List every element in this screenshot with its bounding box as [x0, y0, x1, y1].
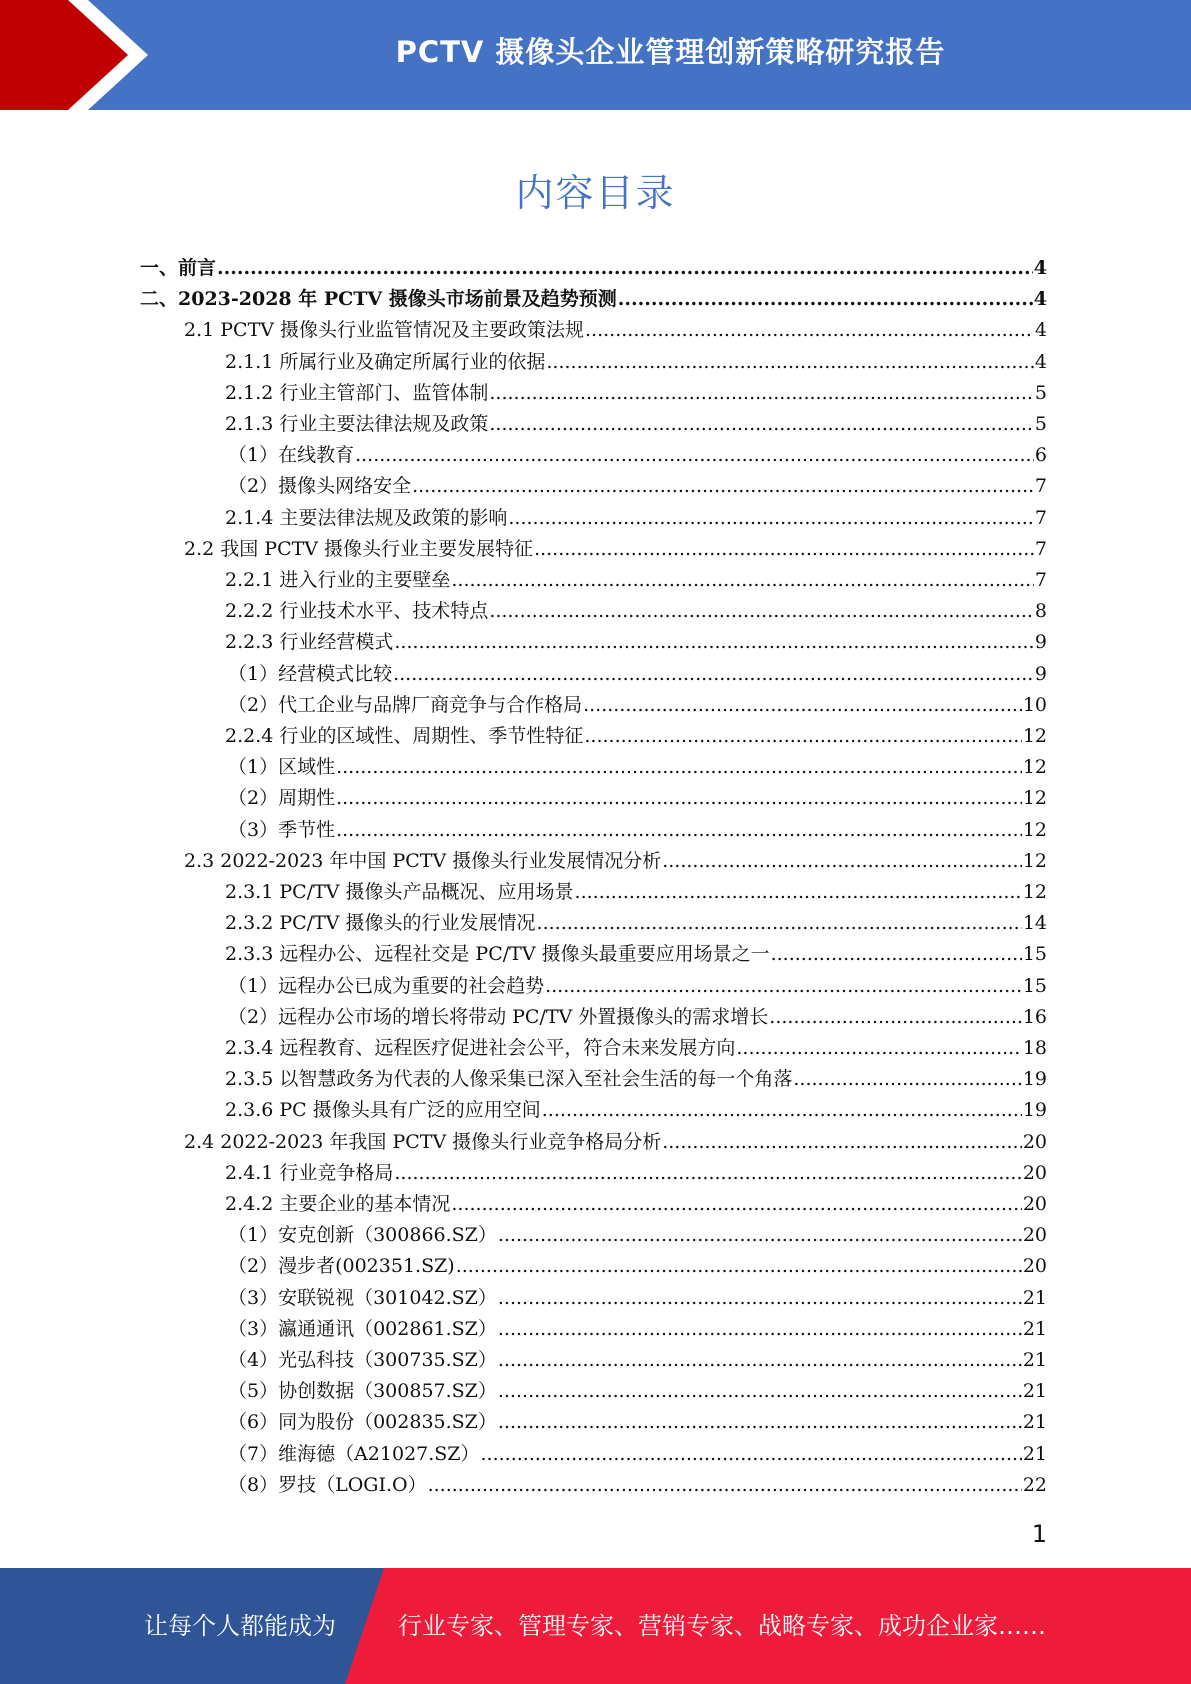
toc-entry[interactable] — [228, 752, 1047, 783]
toc-dot-leader — [618, 284, 1033, 315]
toc-entry-page: 12 — [1022, 849, 1047, 872]
toc-dot-leader — [498, 1376, 1022, 1407]
toc-entry[interactable] — [225, 877, 1047, 908]
toc-entry[interactable] — [228, 1345, 1047, 1376]
toc-entry-page: 22 — [1022, 1473, 1047, 1496]
toc-entry-label: （8）罗技（LOGI.O） — [228, 1473, 427, 1496]
toc-dot-leader — [336, 783, 1022, 814]
toc-entry-page: 20 — [1022, 1161, 1047, 1184]
toc-dot-leader — [769, 1002, 1022, 1033]
toc-entry-label: （3）安联锐视（301042.SZ） — [228, 1286, 497, 1309]
toc-entry-label: 2.3.6 PC 摄像头具有广泛的应用空间 — [225, 1099, 541, 1122]
toc-dot-leader — [498, 1220, 1022, 1251]
toc-entry-label: 一、前言 — [140, 257, 217, 279]
toc-dot-leader — [498, 1314, 1022, 1345]
toc-entry-page: 7 — [1034, 475, 1047, 498]
toc-dot-leader — [542, 1095, 1022, 1126]
page-number: 1 — [1031, 1520, 1047, 1548]
toc-entry-page: 5 — [1034, 381, 1047, 404]
report-title: PCTV 摄像头企业管理创新策略研究报告 — [395, 34, 946, 69]
toc-heading: 内容目录 — [515, 171, 676, 215]
toc-dot-leader — [489, 378, 1034, 409]
toc-entry-label: 2.1 PCTV 摄像头行业监管情况及主要政策法规 — [184, 319, 585, 342]
toc-entry-page: 7 — [1034, 506, 1047, 529]
toc-entry-page: 4 — [1033, 257, 1047, 279]
toc-entry-label: 2.1.3 行业主要法律法规及政策 — [225, 413, 489, 435]
toc-dot-leader — [498, 1407, 1022, 1438]
toc-entry-label: 2.4 2022-2023 年我国 PCTV 摄像头行业竞争格局分析 — [184, 1130, 662, 1153]
toc-entry[interactable] — [225, 378, 1047, 409]
toc-entry-page: 18 — [1022, 1037, 1047, 1059]
toc-entry-page: 4 — [1034, 319, 1047, 342]
toc-dot-leader — [585, 315, 1034, 346]
toc-entry-label: 2.1.2 行业主管部门、监管体制 — [225, 381, 489, 404]
toc-entry[interactable] — [225, 347, 1047, 378]
toc-dot-leader — [456, 1251, 1022, 1282]
toc-entry[interactable] — [140, 253, 1047, 284]
toc-entry-label: 2.4.1 行业竞争格局 — [225, 1161, 394, 1184]
toc-entry-page: 4 — [1034, 350, 1047, 373]
toc-dot-leader — [489, 409, 1034, 440]
toc-entry[interactable] — [184, 1127, 1047, 1158]
toc-entry[interactable] — [228, 1314, 1047, 1345]
toc-entry-page: 14 — [1022, 912, 1047, 935]
toc-dot-leader — [217, 253, 1033, 284]
toc-entry[interactable] — [225, 721, 1047, 752]
toc-entry-label: （6）同为股份（002835.SZ） — [228, 1411, 497, 1434]
toc-dot-leader — [394, 1158, 1021, 1189]
toc-entry-page: 12 — [1022, 756, 1047, 779]
toc-dot-leader — [481, 1439, 1022, 1470]
toc-entry-label: （3）瀛通通讯（002861.SZ） — [228, 1317, 497, 1340]
toc-entry[interactable] — [184, 315, 1047, 346]
toc-dot-leader — [451, 1189, 1021, 1220]
toc-dot-leader — [355, 440, 1034, 471]
toc-dot-leader — [534, 534, 1034, 565]
toc-dot-leader — [498, 1345, 1022, 1376]
toc-dot-leader — [575, 877, 1022, 908]
toc-entry[interactable] — [228, 440, 1047, 471]
toc-dot-leader — [545, 971, 1022, 1002]
toc-entry-label: （1）区域性 — [228, 756, 336, 779]
toc-entry[interactable] — [228, 471, 1047, 502]
toc-dot-leader — [336, 815, 1022, 846]
toc-dot-leader — [584, 721, 1021, 752]
toc-entry[interactable] — [225, 1033, 1047, 1064]
toc-dot-leader — [736, 1033, 1021, 1064]
toc-entry[interactable] — [225, 627, 1047, 658]
toc-entry[interactable] — [225, 596, 1047, 627]
toc-entry-page: 16 — [1022, 1005, 1047, 1028]
toc-dot-leader — [498, 1283, 1022, 1314]
toc-entry-label: 2.2.2 行业技术水平、技术特点 — [225, 600, 489, 623]
toc-entry[interactable] — [140, 284, 1047, 315]
toc-entry-page: 21 — [1022, 1349, 1047, 1371]
toc-entry[interactable] — [228, 1407, 1047, 1438]
toc-entry[interactable] — [228, 783, 1047, 814]
toc-entry-label: （2）远程办公市场的增长将带动 PC/TV 外置摄像头的需求增长 — [228, 1005, 769, 1028]
footer-banner — [0, 1568, 1191, 1684]
toc-entry-label: 2.4.2 主要企业的基本情况 — [225, 1193, 451, 1215]
toc-dot-leader — [394, 627, 1034, 658]
toc-entry-page: 15 — [1022, 943, 1047, 966]
toc-entry[interactable] — [225, 1095, 1047, 1126]
toc-entry[interactable] — [228, 971, 1047, 1002]
toc-entry[interactable] — [228, 690, 1047, 721]
toc-entry[interactable] — [228, 1251, 1047, 1282]
toc-entry-label: 二、2023-2028 年 PCTV 摄像头市场前景及趋势预测 — [140, 288, 617, 311]
toc-entry-page: 21 — [1022, 1286, 1047, 1309]
toc-entry-label: 2.2.4 行业的区域性、周期性、季节性特征 — [225, 725, 584, 747]
toc-entry[interactable] — [225, 1158, 1047, 1189]
toc-entry-page: 5 — [1034, 413, 1047, 435]
toc-entry-page: 15 — [1022, 974, 1047, 997]
toc-entry-label: 2.3.4 远程教育、远程医疗促进社会公平，符合未来发展方向 — [225, 1037, 736, 1059]
toc-dot-leader — [583, 690, 1022, 721]
toc-entry[interactable] — [228, 659, 1047, 690]
toc-entry-page: 12 — [1022, 881, 1047, 903]
toc-entry[interactable] — [228, 1002, 1047, 1033]
toc-dot-leader — [662, 1127, 1022, 1158]
toc-entry-page: 20 — [1022, 1130, 1047, 1153]
toc-entry-page: 9 — [1034, 662, 1047, 685]
toc-entry-page: 12 — [1022, 725, 1047, 747]
toc-entry-label: （2）周期性 — [228, 787, 336, 810]
toc-entry-label: （2）漫步者(002351.SZ) — [228, 1255, 455, 1278]
toc-entry-page: 8 — [1034, 600, 1047, 623]
toc-entry-page: 10 — [1022, 693, 1047, 716]
toc-entry-label: 2.3.1 PC/TV 摄像头产品概况、应用场景 — [225, 881, 574, 903]
toc-entry-page: 12 — [1022, 787, 1047, 810]
toc-entry-label: 2.1.4 主要法律法规及政策的影响 — [225, 506, 508, 529]
toc-dot-leader — [393, 659, 1034, 690]
toc-entry[interactable] — [225, 565, 1047, 596]
toc-dot-leader — [537, 908, 1022, 939]
toc-entry-label: 2.3.5 以智慧政务为代表的人像采集已深入至社会生活的每一个角落 — [225, 1068, 793, 1091]
toc-dot-leader — [508, 503, 1034, 534]
toc-dot-leader — [793, 1064, 1021, 1095]
toc-entry-page: 4 — [1033, 288, 1047, 311]
toc-entry-label: 2.2.1 进入行业的主要壁垒 — [225, 569, 451, 591]
toc-entry-label: （1）在线教育 — [228, 444, 355, 467]
toc-entry[interactable] — [184, 534, 1047, 565]
toc-dot-leader — [428, 1470, 1022, 1501]
toc-dot-leader — [412, 471, 1034, 502]
toc-entry[interactable] — [225, 1064, 1047, 1095]
toc-entry-page: 7 — [1034, 537, 1047, 560]
toc-dot-leader — [771, 939, 1022, 970]
toc-dot-leader — [546, 347, 1034, 378]
toc-entry-label: 2.3.3 远程办公、远程社交是 PC/TV 摄像头最重要应用场景之一 — [225, 943, 770, 966]
header-banner — [0, 0, 1191, 110]
toc-entry-label: （3）季节性 — [228, 818, 336, 841]
toc-entry-page: 19 — [1022, 1068, 1047, 1091]
toc-entry-page: 6 — [1034, 444, 1047, 467]
toc-entry-page: 9 — [1034, 631, 1047, 654]
toc-entry[interactable] — [228, 815, 1047, 846]
toc-entry-label: （2）代工企业与品牌厂商竞争与合作格局 — [228, 693, 583, 716]
toc-entry[interactable] — [225, 409, 1047, 440]
toc-entry[interactable] — [225, 1189, 1047, 1220]
toc-entry-page: 21 — [1022, 1317, 1047, 1340]
toc-entry[interactable] — [225, 939, 1047, 970]
toc-entry-label: （1）远程办公已成为重要的社会趋势 — [228, 974, 545, 997]
toc-entry-label: 2.3 2022-2023 年中国 PCTV 摄像头行业发展情况分析 — [184, 849, 662, 872]
toc-entry[interactable] — [228, 1376, 1047, 1407]
toc-entry-page: 21 — [1022, 1442, 1047, 1465]
footer-slogan-left: 让每个人都能成为 — [144, 1612, 336, 1640]
toc-entry-page: 21 — [1022, 1411, 1047, 1434]
toc-entry[interactable] — [225, 503, 1047, 534]
toc-dot-leader — [662, 846, 1022, 877]
footer-slogan-right: 行业专家、管理专家、营销专家、战略专家、成功企业家…… — [398, 1612, 1046, 1640]
toc-entry-label: （1）安克创新（300866.SZ） — [228, 1224, 497, 1247]
toc-entry-page: 20 — [1022, 1255, 1047, 1278]
toc-entry-page: 21 — [1022, 1380, 1047, 1403]
toc-dot-leader — [489, 596, 1034, 627]
toc-entry[interactable] — [228, 1220, 1047, 1251]
toc-entry-page: 20 — [1022, 1193, 1047, 1215]
toc-entry-page: 19 — [1022, 1099, 1047, 1122]
toc-entry-label: 2.3.2 PC/TV 摄像头的行业发展情况 — [225, 912, 536, 935]
toc-entry-label: （1）经营模式比较 — [228, 662, 393, 685]
toc-entry-label: （2）摄像头网络安全 — [228, 475, 412, 498]
toc-entry[interactable] — [184, 846, 1047, 877]
toc-entry-page: 12 — [1022, 818, 1047, 841]
toc-entry-label: （5）协创数据（300857.SZ） — [228, 1380, 497, 1403]
toc-entry-page: 20 — [1022, 1224, 1047, 1247]
toc-entry[interactable] — [228, 1439, 1047, 1470]
toc-dot-leader — [451, 565, 1034, 596]
toc-entry-label: 2.2 我国 PCTV 摄像头行业主要发展特征 — [184, 537, 534, 560]
toc-entry[interactable] — [228, 1283, 1047, 1314]
toc-entry-page: 7 — [1034, 569, 1047, 591]
toc-entry-label: （7）维海德（A21027.SZ） — [228, 1442, 480, 1465]
toc-entry-label: 2.2.3 行业经营模式 — [225, 631, 394, 654]
toc-entry[interactable] — [225, 908, 1047, 939]
toc-entry-label: （4）光弘科技（300735.SZ） — [228, 1349, 497, 1371]
toc-dot-leader — [336, 752, 1022, 783]
toc-entry[interactable] — [228, 1470, 1047, 1501]
toc-entry-label: 2.1.1 所属行业及确定所属行业的依据 — [225, 350, 546, 373]
